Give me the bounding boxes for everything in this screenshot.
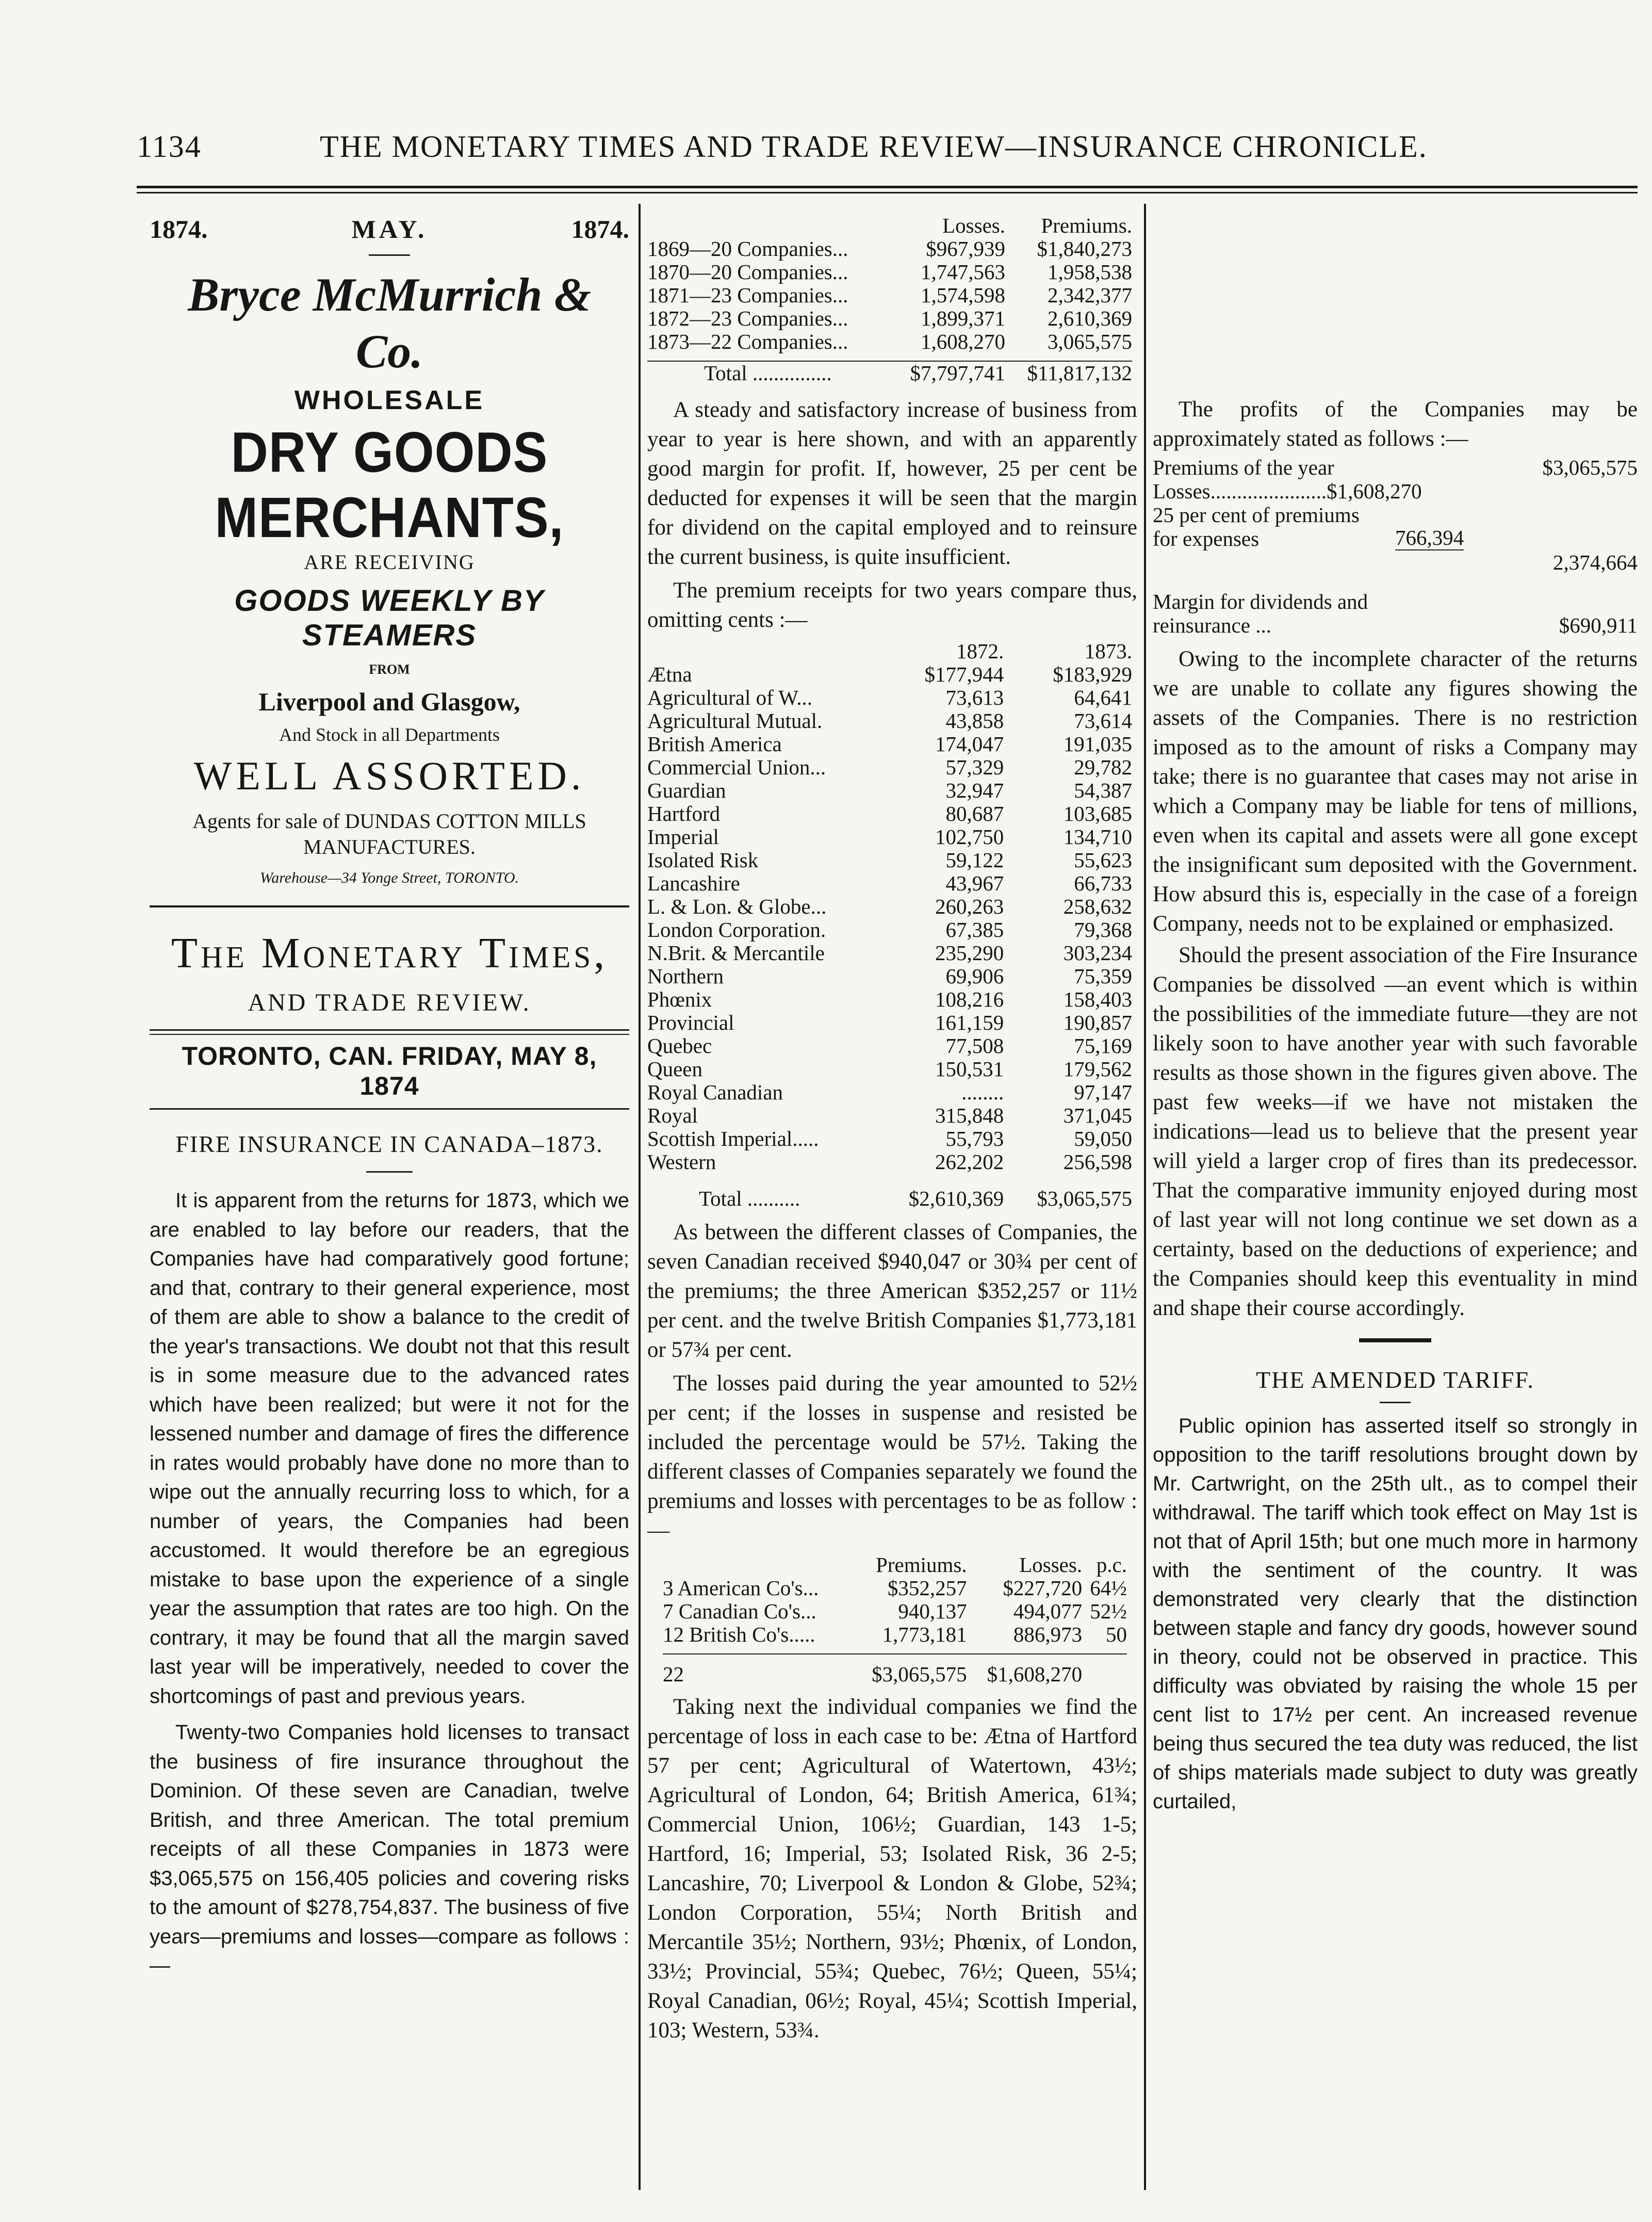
table-cell: 55,793 [945, 1127, 1004, 1150]
premium-table [647, 640, 1132, 1210]
fire-paragraph-1: It is apparent from the returns for 1873, which we are enabled to lay before our readers, that the Companies have had comparatively good fortune; and that, contrary to their general experience, most of them are able to show a balance to the credit of the year's transactions. We doubt not that this result is in some measure due to the advanced rates which have been realized; but were it not for the lessened number and damage of fires the difference in rates would probably have done no more than to wipe out the annually recurring loss to which, for a number of years, the Companies had been accustomed. It would therefore be an egregious mistake to base upon the experience of a single year the assumption that rates are too high. On the contrary, it may be found that all the margin saved last year will be imperatively, needed to cover the shortcomings of past and previous years. [150, 1189, 629, 1708]
fire-paragraph-9: Owing to the incomplete character of the returns we are unable to collate any figures showing the assets of the Companies. There is no restriction imposed as to the amount of risks a Company may take; there is no guarantee that cases may not arise in which a Company may be liable for tens of millions, even when its capital and assets were all gone except the insignificant sum deposited with the Government. How absurd this is, especially in the case of a foreign Company, needs not to be explained or emphasized. [1153, 647, 1638, 936]
table-row [647, 709, 1132, 733]
table-row [663, 1623, 1127, 1646]
table-cell: $3,065,575 [872, 1662, 967, 1686]
table-row [647, 1058, 1132, 1081]
five-year-table [647, 214, 1132, 385]
table-cell: 54,387 [1074, 778, 1132, 802]
table-row [647, 942, 1132, 965]
table-cell: 1873—22 Companies... [647, 330, 848, 353]
tariff-paragraph-1: Public opinion has asserted itself so strongly in opposition to the tariff resolutions brought down by Mr. Cartwright, on the 25th ult., as to compel their withdrawal. The tariff which took effect on May 1st is not that of April 15th; but one much more in harmony with the sentiment of the country. It was demonstrated very clearly that the distinction between staple and fancy dry goods, however sound in theory, could not be observed in practice. This difficulty was obviated by raising the whole 15 per cent list to 17½ per cent. An increased revenue being thus secured the tea duty was reduced, the list of ships materials made subject to duty was greatly curtailed, [1153, 1415, 1638, 1813]
table-cell: 235,290 [935, 941, 1004, 965]
table-cell: 32,947 [945, 778, 1004, 802]
ad-agents: Agents for sale of DUNDAS COTTON MILLS MANUFACTURES. [192, 809, 586, 858]
table-cell: 108,216 [935, 987, 1004, 1011]
table-row [647, 663, 1132, 686]
table-row [647, 330, 1132, 353]
column-rule-2 [1144, 204, 1146, 2190]
table-row [647, 686, 1132, 709]
table-cell: $2,610,369 [908, 1187, 1004, 1210]
page-number: 1134 [137, 129, 202, 164]
table-cell: Provincial [647, 1011, 734, 1034]
column-left [150, 214, 629, 1981]
table-row [647, 1081, 1132, 1104]
table-cell: Agricultural Mutual. [647, 709, 823, 733]
table-cell: 43,967 [945, 871, 1004, 895]
table-header: 1872. [956, 639, 1004, 663]
profits-statement [1153, 456, 1638, 637]
ad-warehouse: Warehouse—34 Yonge Street, TORONTO. [259, 869, 519, 886]
profits-premiums-value: $3,065,575 [1542, 456, 1638, 479]
table-row [647, 1034, 1132, 1058]
table-cell: 315,848 [935, 1104, 1004, 1127]
profits-margin-label: Margin for dividends and reinsurance ... [1153, 590, 1368, 637]
ad-month: MAY. [351, 215, 428, 244]
table-cell: 97,147 [1074, 1080, 1132, 1104]
table-cell: Royal [647, 1104, 698, 1127]
table-cell: 1,747,563 [920, 260, 1005, 284]
table-header: p.c. [1096, 1553, 1127, 1577]
table-cell: 150,531 [935, 1057, 1004, 1081]
table-cell: 1,608,270 [920, 330, 1005, 353]
table-cell: 179,562 [1063, 1057, 1132, 1081]
table-cell: Phœnix [647, 987, 712, 1011]
table-cell: 158,403 [1063, 987, 1132, 1011]
table-cell: 1872—23 Companies... [647, 306, 848, 330]
table-cell [1082, 1663, 1127, 1686]
table-cell: 67,385 [945, 918, 1004, 942]
table-cell: $352,257 [887, 1576, 967, 1600]
table-cell: L. & Lon. & Globe... [647, 895, 827, 918]
table-row [647, 261, 1132, 284]
table-row [663, 1577, 1127, 1600]
table-cell: 258,632 [1063, 895, 1132, 918]
table-cell: 57,329 [945, 755, 1004, 779]
table-cell: 2,342,377 [1048, 283, 1132, 307]
table-cell: Imperial [647, 825, 719, 849]
table-cell: Total .......... [699, 1187, 800, 1210]
table-cell: 66,733 [1074, 871, 1132, 895]
table-cell: Commercial Union... [647, 755, 826, 779]
five-year-header-premiums: Premiums. [1041, 214, 1132, 237]
table-cell: 12 British Co's..... [663, 1623, 815, 1646]
table-row [647, 988, 1132, 1011]
table-cell: $1,608,270 [987, 1662, 1083, 1686]
table-cell: Hartford [647, 802, 721, 825]
table-row [647, 918, 1132, 942]
table-cell: Quebec [647, 1034, 712, 1058]
table-row [647, 825, 1132, 849]
table-header [647, 640, 879, 663]
table-cell: Western [647, 1150, 716, 1174]
masthead-subtitle: AND TRADE REVIEW. [248, 989, 531, 1016]
ad-year-right: 1874. [571, 215, 629, 244]
table-cell: Scottish Imperial..... [647, 1127, 819, 1150]
table-cell: 59,050 [1074, 1127, 1132, 1150]
header-rule-bottom [137, 192, 1638, 193]
table-row [647, 733, 1132, 756]
fire-paragraph-10: Should the present association of the Fire Insurance Companies be dissolved —an event which is within the possibilities of the immediate future—they are not likely soon to have another year with such favorable results as those shown in the figures given above. The past few weeks—if we have not mistaken the indications—lead us to believe that the present year will yield a larger crop of fires than its predecessor. That the comparative immunity enjoyed during most of last year will not long continue we set down as a certainty, based on the deductions of experience; and the Companies should keep this eventuality in mind and shape their course accordingly. [1153, 943, 1638, 1320]
table-cell: Lancashire [647, 871, 740, 895]
table-cell: $967,939 [926, 237, 1005, 261]
table-row [647, 237, 1132, 261]
table-cell: 1871—23 Companies... [647, 283, 848, 307]
profits-expenses-value: 766,394 [1395, 526, 1464, 549]
table-cell: 77,508 [945, 1034, 1004, 1058]
ad-firm-name: Bryce McMurrich & Co. [188, 268, 591, 378]
ad-wholesale: WHOLESALE [294, 385, 485, 415]
table-cell: 1869—20 Companies... [647, 237, 848, 261]
fire-paragraph-8: The profits of the Companies may be approximately stated as follows :— [1153, 397, 1638, 451]
table-row [647, 307, 1132, 330]
fire-paragraph-2: Twenty-two Companies hold licenses to transact the business of fire insurance throughout the Dominion. Of these seven are Canadian, twelve British, and three American. The total premium receipts of all these Companies in 1873 were $3,065,575 on 156,405 policies and covering risks to the amount of $278,754,837. The business of five years—premiums and losses—compare as follows :— [150, 1721, 629, 1977]
table-cell: 303,234 [1063, 941, 1132, 965]
profits-subtotal: 2,374,664 [1553, 550, 1638, 574]
table-row [647, 1127, 1132, 1150]
table-cell: 59,122 [945, 848, 1004, 872]
table-cell: $7,797,741 [910, 361, 1005, 385]
five-year-header-losses: Losses. [942, 214, 1005, 237]
table-total-row [647, 1187, 1132, 1210]
ad-year-left: 1874. [150, 215, 208, 244]
ad-receiving: ARE RECEIVING [304, 550, 475, 574]
column-right [1153, 214, 1638, 1816]
running-title: THE MONETARY TIMES AND TRADE REVIEW—INSURANCE CHRONICLE. [320, 129, 1428, 164]
table-cell: Queen [647, 1057, 703, 1081]
table-cell: 55,623 [1074, 848, 1132, 872]
table-cell: 262,202 [935, 1150, 1004, 1174]
table-cell: $3,065,575 [1037, 1187, 1132, 1210]
fire-paragraph-3: A steady and satisfactory increase of business from year to year is here shown, and with an apparently good margin for profit. If, however, 25 per cent be deducted for expenses it will be seen that the margin for dividend on the capital employed and to reinsure the current business, is quite insufficient. [647, 398, 1137, 569]
advertisement [150, 214, 629, 887]
table-cell: 1,958,538 [1048, 260, 1132, 284]
table-cell: 190,857 [1063, 1011, 1132, 1034]
table-cell: ........ [961, 1080, 1004, 1104]
ad-trade: DRY GOODS MERCHANTS, [215, 420, 564, 550]
table-cell: $227,720 [1003, 1576, 1083, 1600]
header-rule-top [137, 186, 1638, 188]
table-cell: 75,169 [1074, 1034, 1132, 1058]
table-cell: 43,858 [945, 709, 1004, 733]
table-cell: Isolated Risk [647, 848, 759, 872]
table-cell: 79,368 [1074, 918, 1132, 942]
table-header: Losses. [1019, 1553, 1083, 1577]
fire-paragraph-4: The premium receipts for two years compare thus, omitting cents :— [647, 578, 1137, 632]
table-cell: 50 [1106, 1623, 1127, 1646]
table-row [647, 965, 1132, 988]
table-cell: 103,685 [1063, 802, 1132, 825]
fire-paragraph-6: The losses paid during the year amounted to 52½ per cent; if the losses in suspense and resisted be included the percentage would be 57½. Taking the different classes of Companies separately we found the premiums and losses with percentages to be as follow :— [647, 1371, 1137, 1543]
table-row [647, 849, 1132, 872]
five-year-header-blank [647, 214, 890, 237]
table-cell: 7 Canadian Co's... [663, 1599, 816, 1623]
table-cell: N.Brit. & Mercantile [647, 941, 825, 965]
table-row [647, 1150, 1132, 1174]
table-cell: Ætna [647, 662, 692, 686]
table-cell: 52½ [1090, 1599, 1127, 1623]
profits-premiums-label: Premiums of the year [1153, 456, 1334, 479]
table-cell: Total ............... [704, 361, 832, 385]
table-row [647, 802, 1132, 825]
table-cell: Guardian [647, 778, 726, 802]
ad-stock: And Stock in all Departments [279, 724, 500, 745]
table-cell: 2,610,369 [1048, 306, 1132, 330]
ad-ports: Liverpool and Glasgow, [258, 687, 520, 716]
table-cell: 3,065,575 [1048, 330, 1132, 353]
table-cell: 260,263 [935, 895, 1004, 918]
table-cell: 73,613 [945, 686, 1004, 709]
table-row [663, 1600, 1127, 1623]
table-cell: 886,973 [1013, 1623, 1083, 1646]
ad-assorted: WELL ASSORTED. [193, 753, 585, 798]
column-rule-1 [639, 204, 641, 2190]
table-cell: 161,159 [935, 1011, 1004, 1034]
table-cell: 3 American Co's... [663, 1576, 819, 1600]
table-row [647, 895, 1132, 918]
table-cell: 64,641 [1074, 686, 1132, 709]
table-row [647, 756, 1132, 779]
class-table [663, 1553, 1127, 1686]
table-cell: London Corporation. [647, 918, 826, 942]
table-cell: $11,817,132 [1027, 361, 1132, 385]
table-cell: 1,899,371 [920, 306, 1005, 330]
table-row [647, 872, 1132, 895]
table-cell: $177,944 [924, 662, 1004, 686]
table-cell: 134,710 [1063, 825, 1132, 849]
table-cell: 494,077 [1013, 1599, 1083, 1623]
dateline: TORONTO, CAN. FRIDAY, MAY 8, 1874 [182, 1042, 597, 1100]
ad-from: FROM [369, 662, 410, 677]
column-middle [647, 214, 1137, 2045]
fire-paragraph-7: Taking next the individual companies we find the percentage of loss in each case to be: Ætna of Hartford 57 per cent; Agricultural of Watertown, 43½; Agricultural of London, 64; British America, 61¾; Commercial Union, 106½; Guardian, 143 1-5; Hartford, 16; Imperial, 53; Isolated Risk, 36 2-5; Lancashire, 70; Liverpool & London & Globe, 52¾; London Corporation, 55¼; North British and Mercantile 35½; Northern, 93½; Phœnix, of London, 33½; Provincial, 55¾; Quebec, 76½; Queen, 55¼; Royal Canadian, 06½; Royal, 45¼; Scottish Imperial, 103; Western, 53¾. [647, 1695, 1137, 2042]
table-cell: 940,137 [898, 1599, 967, 1623]
ad-goods: GOODS WEEKLY BY STEAMERS [234, 584, 545, 652]
profits-margin-value: $690,911 [1559, 613, 1638, 637]
table-cell: 191,035 [1063, 732, 1132, 756]
table-cell: $1,840,273 [1037, 237, 1132, 261]
table-cell: 371,045 [1063, 1104, 1132, 1127]
table-row [647, 1104, 1132, 1127]
table-cell: 256,598 [1063, 1150, 1132, 1174]
table-cell: 80,687 [945, 802, 1004, 825]
fire-headline: FIRE INSURANCE IN CANADA–1873. [175, 1131, 603, 1157]
masthead-title: The Monetary Times, [171, 929, 608, 977]
table-header [663, 1553, 852, 1577]
table-cell: Northern [647, 964, 724, 988]
table-cell: 75,359 [1074, 964, 1132, 988]
table-cell: 1870—20 Companies... [647, 260, 848, 284]
profits-losses-label: Losses...................... [1153, 479, 1327, 503]
profits-losses-value: $1,608,270 [1327, 479, 1422, 503]
table-cell: 69,906 [945, 964, 1004, 988]
tariff-headline: THE AMENDED TARIFF. [1256, 1367, 1534, 1393]
table-cell: 102,750 [935, 825, 1004, 849]
table-total-row [647, 361, 1132, 385]
table-cell: Royal Canadian [647, 1080, 783, 1104]
table-cell: Agricultural of W... [647, 686, 812, 709]
table-row [647, 284, 1132, 307]
table-cell: 64½ [1090, 1576, 1127, 1600]
profits-expenses-label: 25 per cent of premiums for expenses [1153, 503, 1360, 550]
table-header: 1873. [1084, 639, 1132, 663]
table-cell: 1,773,181 [882, 1623, 967, 1646]
table-total-row [663, 1663, 1127, 1686]
table-cell: 29,782 [1074, 755, 1132, 779]
table-cell: 1,574,598 [920, 283, 1005, 307]
masthead [150, 928, 629, 1110]
table-cell: British America [647, 732, 782, 756]
table-cell: 73,614 [1074, 709, 1132, 733]
table-row [647, 779, 1132, 802]
table-cell: 174,047 [935, 732, 1004, 756]
table-row [647, 1011, 1132, 1034]
fire-paragraph-5: As between the different classes of Companies, the seven Canadian received $940,047 or 30¾ per cent of the premiums; the three American $352,257 or 11½ per cent. and the twelve British Companies $1,773,181 or 57¾ per cent. [647, 1220, 1137, 1362]
table-header: Premiums. [876, 1553, 967, 1577]
table-cell: 22 [663, 1662, 684, 1686]
table-cell: $183,929 [1053, 662, 1132, 686]
